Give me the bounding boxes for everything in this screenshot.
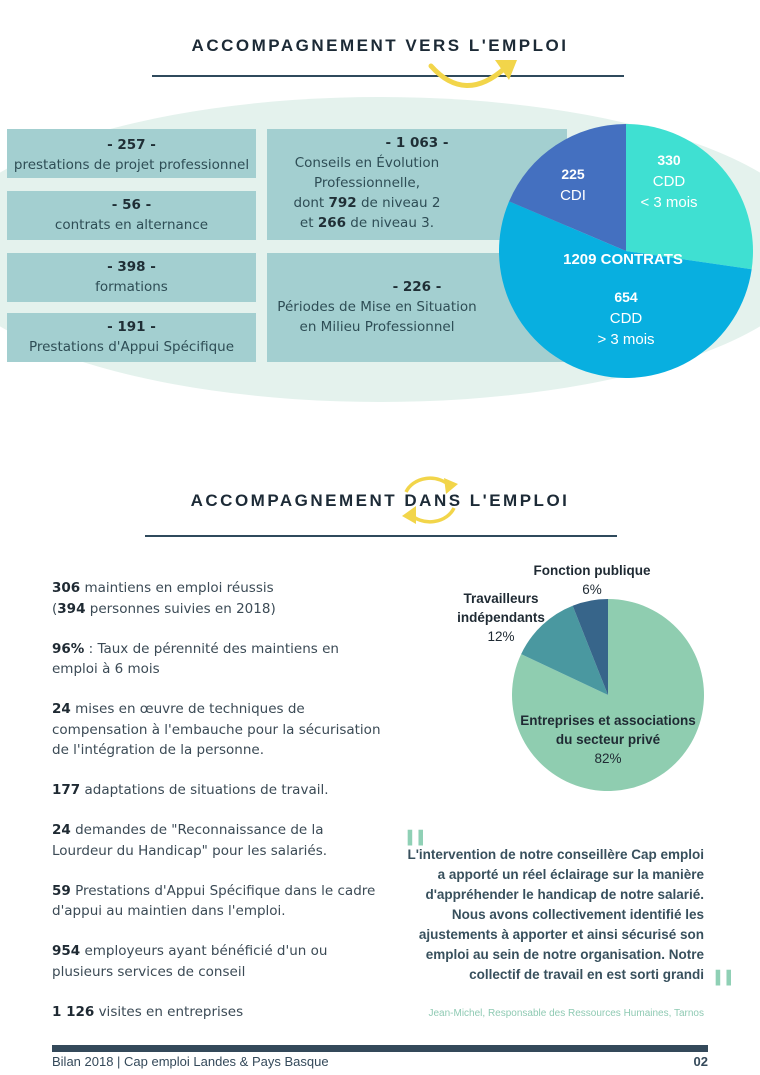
- pie-value-label: 330: [657, 152, 681, 168]
- cep-line-niveau2: dont 792 de niveau 2: [293, 195, 441, 211]
- stat-item: 24 demandes de "Reconnaissance de la Lourdeur du Handicap" pour les salariés.: [52, 822, 328, 859]
- stats-list: [52, 578, 382, 1042]
- quote-open-icon: ": [402, 818, 429, 886]
- stat-box-alternance: [7, 191, 256, 240]
- stat-box-projet-pro: [7, 129, 256, 178]
- pie-name-label: CDD: [609, 310, 643, 327]
- curved-arrow-icon: [425, 54, 520, 96]
- pmsmp-line: en Milieu Professionnel: [299, 319, 455, 335]
- pmsmp-line: Périodes de Mise en Situation: [277, 299, 477, 315]
- quote-close-icon: ": [710, 958, 737, 1026]
- stat-item: 59 Prestations d'Appui Spécifique dans le cadre d'appui au maintien dans l'emploi.: [52, 882, 376, 919]
- pie-category-label: Travailleurs: [463, 591, 539, 606]
- pie-sub-label: < 3 mois: [640, 194, 698, 211]
- stat-label: Prestations d'Appui Spécifique: [28, 339, 235, 355]
- pie-value-label: 225: [561, 166, 585, 182]
- cep-line: Conseils en Évolution: [294, 155, 440, 171]
- cep-line: Professionnelle,: [313, 175, 421, 191]
- stat-item: 96% : Taux de pérennité des maintiens en emploi à 6 mois: [52, 640, 339, 677]
- pie-category-label: Fonction publique: [533, 563, 651, 578]
- pie-category-label: Entreprises et associations: [520, 713, 696, 728]
- stat-item: 1 126 visites en entreprises: [52, 1003, 244, 1020]
- pie-percent-label: 82%: [594, 751, 622, 766]
- stat-box-pas: [7, 313, 256, 362]
- stat-number: - 191 -: [107, 319, 156, 335]
- stat-item: 306 maintiens en emploi réussis (394 personnes suivies en 2018): [52, 580, 276, 617]
- stat-number: - 257 -: [107, 137, 156, 153]
- stat-number: - 1 063 -: [385, 135, 449, 151]
- title-underline: [152, 75, 624, 77]
- pie-value-label: 654: [614, 289, 638, 305]
- quote-citation: Jean-Michel, Responsable des Ressources Humaines, Tarnos: [428, 1008, 704, 1019]
- pie-total-label: 1209 CONTRATS: [563, 251, 683, 268]
- testimonial-quote: L'intervention de notre conseillère Cap emploi a apporté un réel éclairage sur la manière d'appréhender le handicap de notre salarié. Nous avons collectivement identifié les ajustements à apporter et ainsi sécurisé son emploi au sein de notre organisation. Notre collectif de travail en est sorti grandi: [407, 847, 704, 982]
- pie-name-label: CDD: [652, 173, 686, 190]
- employers-pie-chart: [420, 555, 740, 815]
- pie-percent-label: 12%: [487, 629, 515, 644]
- pie-percent-label: 6%: [582, 582, 602, 597]
- stat-number: - 226 -: [392, 279, 442, 295]
- stat-number: - 56 -: [111, 197, 152, 213]
- section-title-dans-emploi: ACCOMPAGNEMENT DANS L'EMPLOI: [190, 491, 570, 510]
- stat-item: 954 employeurs ayant bénéficié d'un ou plusieurs services de conseil: [52, 943, 328, 980]
- footer-text: Bilan 2018 | Cap emploi Landes & Pays Basque: [52, 1054, 329, 1069]
- stat-label: formations: [95, 279, 168, 295]
- pie-category-label: du secteur privé: [555, 732, 661, 747]
- pie-name-label: CDI: [560, 187, 586, 204]
- title-underline: [145, 535, 617, 537]
- cep-line-niveau3: et 266 de niveau 3.: [299, 215, 435, 231]
- stat-item: 177 adaptations de situations de travail.: [52, 782, 329, 798]
- footer-bar: [52, 1045, 708, 1052]
- stat-box-formations: [7, 253, 256, 302]
- stat-number: - 398 -: [107, 259, 156, 275]
- stat-label: contrats en alternance: [54, 217, 209, 233]
- page-number: 02: [693, 1054, 708, 1069]
- pie-category-label: indépendants: [457, 610, 545, 625]
- section-title-vers-emploi: ACCOMPAGNEMENT VERS L'EMPLOI: [191, 36, 569, 55]
- stat-label: prestations de projet professionnel: [13, 157, 250, 173]
- stat-item: 24 mises en œuvre de techniques de compensation à l'embauche pour la sécurisation de l'intégration de la personne.: [52, 701, 381, 758]
- pie-sub-label: > 3 mois: [597, 331, 655, 348]
- contracts-pie-chart: [496, 121, 756, 381]
